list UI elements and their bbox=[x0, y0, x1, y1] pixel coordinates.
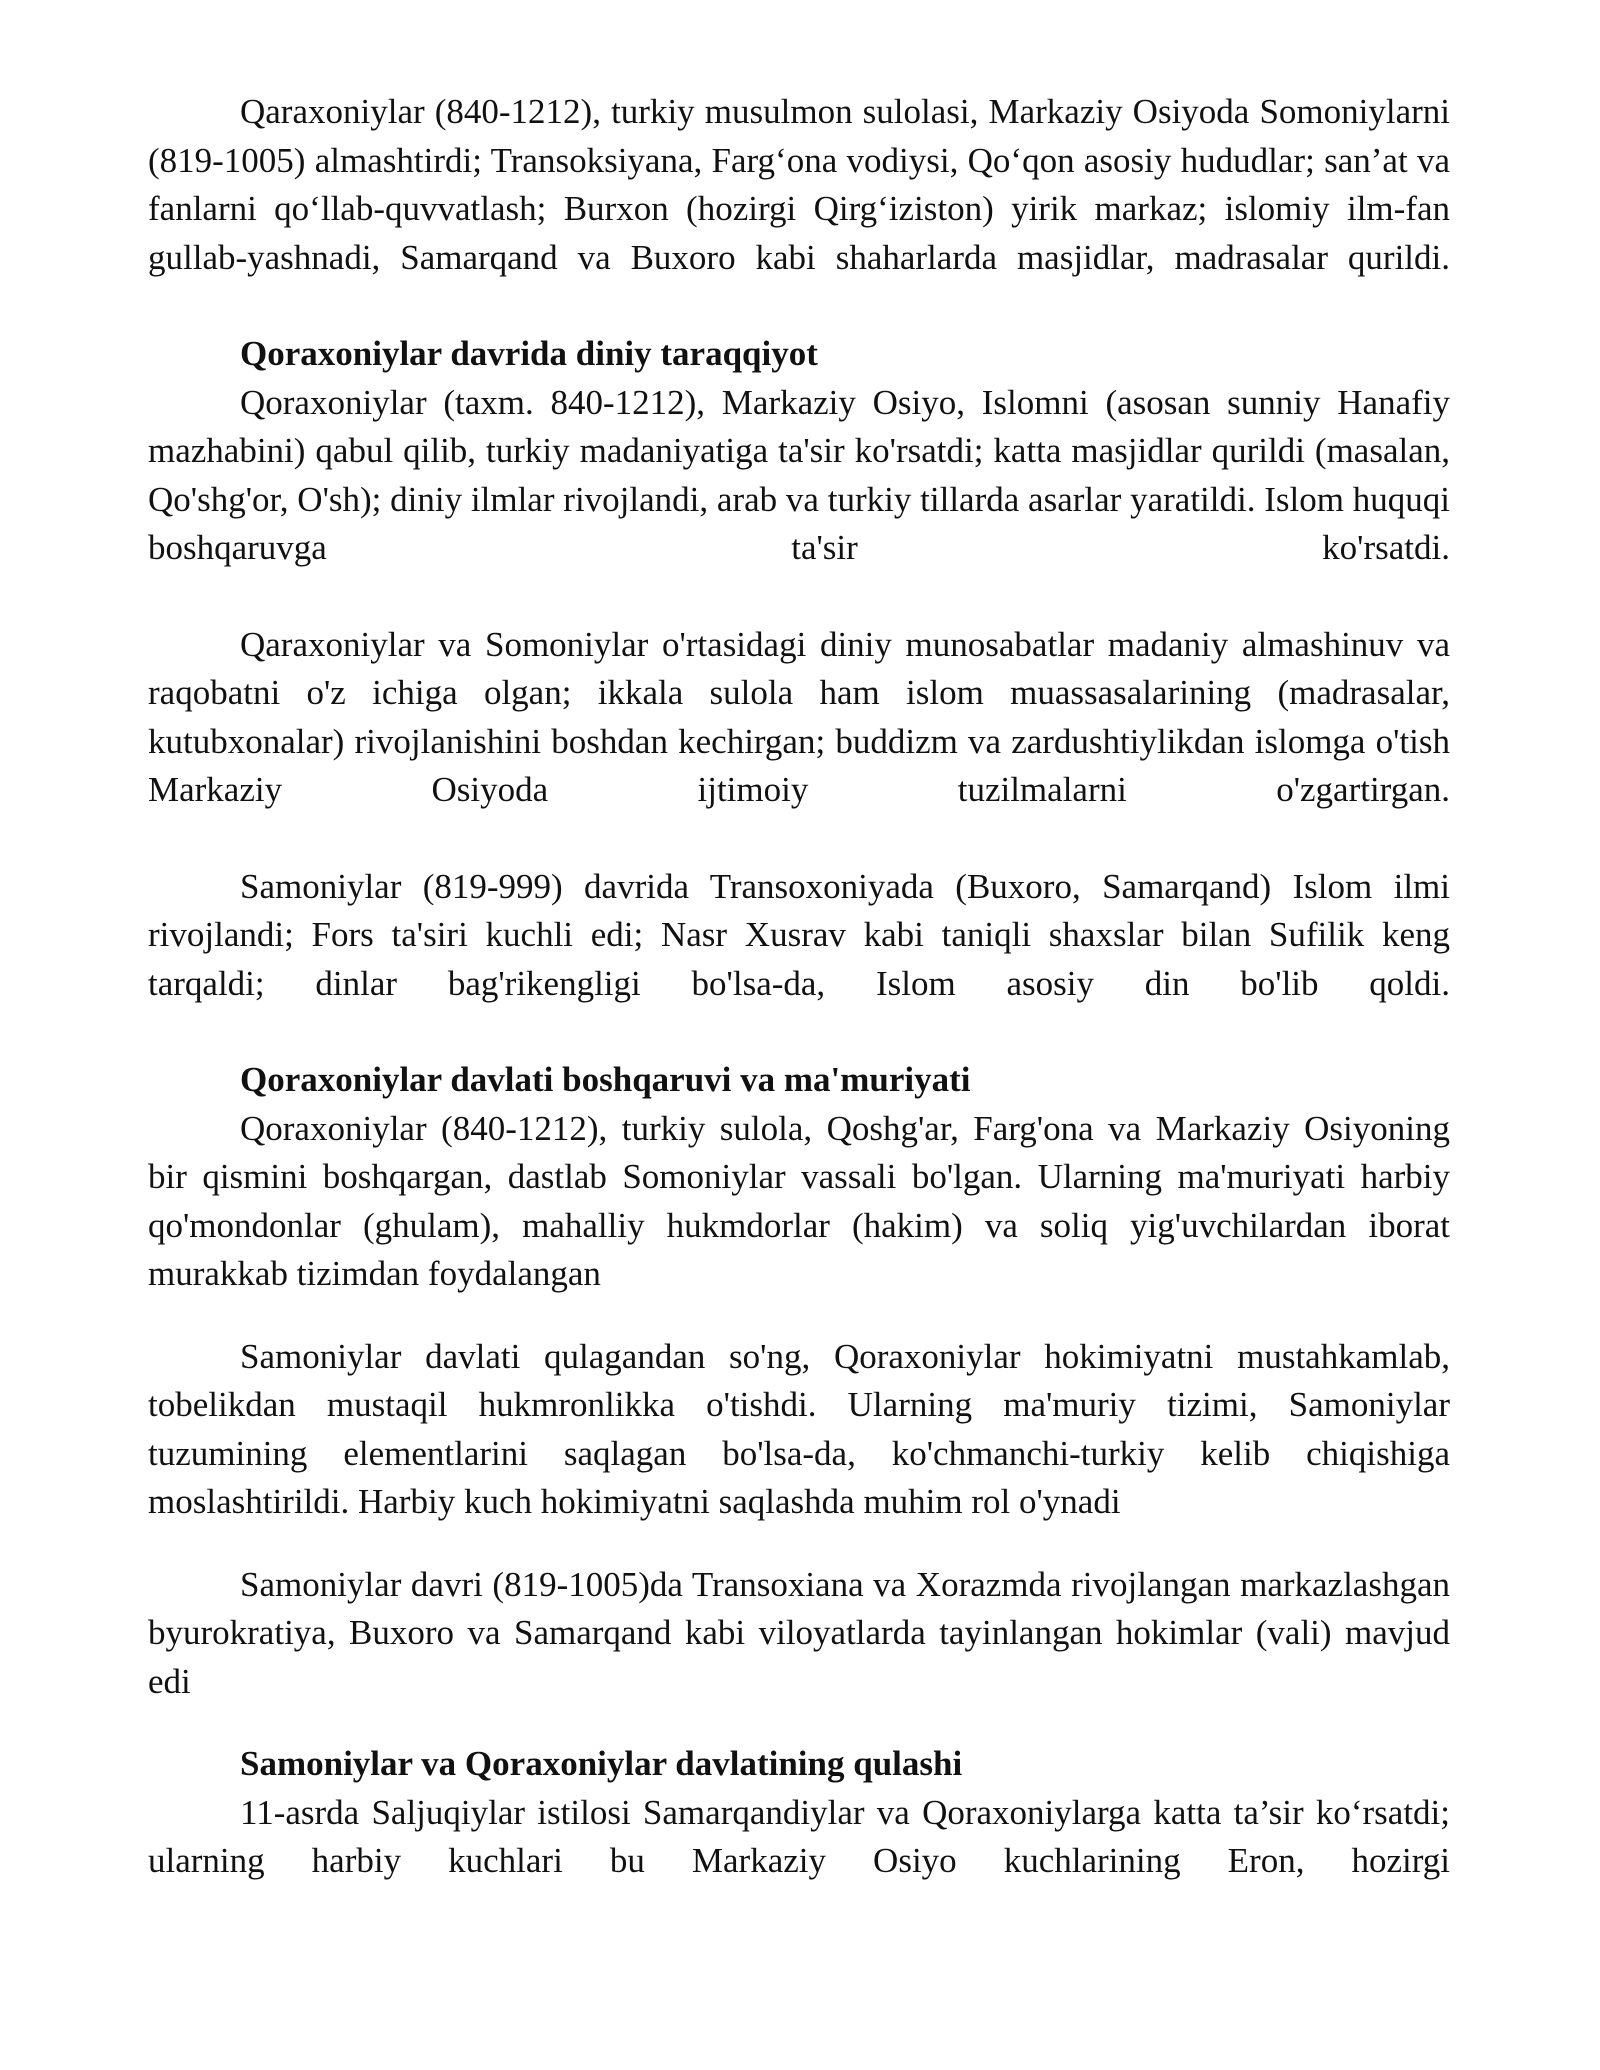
heading-diniy-taraqqiyot: Qoraxoniylar davrida diniy taraqqiyot bbox=[240, 334, 818, 373]
paragraph-qoraxoniylar-islom: Qoraxoniylar (taxm. 840-1212), Markaziy Osiyo, Islomni (asosan sunniy Hanafiy mazhabini) qabul qilib, turkiy madaniyatiga ta'sir ko'rsatdi; katta masjidlar qurildi (masalan, Qo'shg'or, O'sh); diniy ilmlar rivojlandi, arab va turkiy tillarda asarlar yaratildi. Islom huquqi boshqaruvga ta'sir ko'rsatdi. bbox=[148, 382, 1450, 567]
paragraph-samoniylar-islom: Samoniylar (819-999) davrida Transoxoniyada (Buxoro, Samarqand) Islom ilmi rivojlandi; Fors ta'siri kuchli edi; Nasr Xusrav kabi taniqli shaxslar bilan Sufilik keng tarqaldi; dinlar bag'rikengligi bo'lsa-da, Islom asosiy din bo'lib qoldi. bbox=[148, 866, 1450, 1003]
heading-boshqaruv-mamuriyat: Qoraxoniylar davlati boshqaruvi va ma'muriyati bbox=[240, 1060, 971, 1099]
paragraph-qaraxoniylar-intro: Qaraxoniylar (840-1212), turkiy musulmon sulolasi, Markaziy Osiyoda Somoniylarni (819-1005) almashtirdi; Transoksiyana, Farg‘ona vodiysi, Qo‘qon asosiy hududlar; san’at va fanlarni qo‘llab-quvvatlash; Burxon (hozirgi Qirg‘iziston) yirik markaz; islomiy ilm-fan gullab-yashnadi, Samarqand va Buxoro kabi shaharlarda masjidlar, madrasalar qurildi. bbox=[148, 92, 1450, 277]
paragraph-samoniylar-byurokratiya: Samoniylar davri (819-1005)da Transoxiana va Xorazmda rivojlangan markazlashgan byurokratiya, Buxoro va Samarqand kabi viloyatlarda tayinlangan hokimlar (vali) mavjud edi bbox=[148, 1564, 1450, 1701]
heading-davlat-qulashi: Samoniylar va Qoraxoniylar davlatining qulashi bbox=[240, 1744, 963, 1783]
document-page bbox=[148, 88, 1450, 1886]
paragraph-qoraxoniylar-mamuriyat: Qoraxoniylar (840-1212), turkiy sulola, Qoshg'ar, Farg'ona va Markaziy Osiyoning bir qismini boshqargan, dastlab Somoniylar vassali bo'lgan. Ularning ma'muriyati harbiy qo'mondonlar (ghulam), mahalliy hukmdorlar (hakim) va soliq yig'uvchilardan iborat murakkab tizimdan foydalangan bbox=[148, 1108, 1450, 1293]
paragraph-diniy-munosabatlar: Qaraxoniylar va Somoniylar o'rtasidagi diniy munosabatlar madaniy almashinuv va raqobatni o'z ichiga olgan; ikkala sulola ham islom muassasalarining (madrasalar, kutubxonalar) rivojlanishini boshdan kechirgan; buddizm va zardushtiylikdan islomga o'tish Markaziy Osiyoda ijtimoiy tuzilmalarni o'zgartirgan. bbox=[148, 624, 1450, 809]
paragraph-hokimiyat-mustahkamlash: Samoniylar davlati qulagandan so'ng, Qoraxoniylar hokimiyatni mustahkamlab, tobelikdan mustaqil hukmronlikka o'tishdi. Ularning ma'muriy tizimi, Samoniylar tuzumining elementlarini saqlagan bo'lsa-da, ko'chmanchi-turkiy kelib chiqishiga moslashtirildi. Harbiy kuch hokimiyatni saqlashda muhim rol o'ynadi bbox=[148, 1336, 1450, 1521]
paragraph-saljuqiylar-istilosi: 11-asrda Saljuqiylar istilosi Samarqandiylar va Qoraxoniylarga katta ta’sir ko‘rsatdi; ularning harbiy kuchlari bu Markaziy Osiyo kuchlarining Eron, hozirgi bbox=[148, 1792, 1450, 1880]
